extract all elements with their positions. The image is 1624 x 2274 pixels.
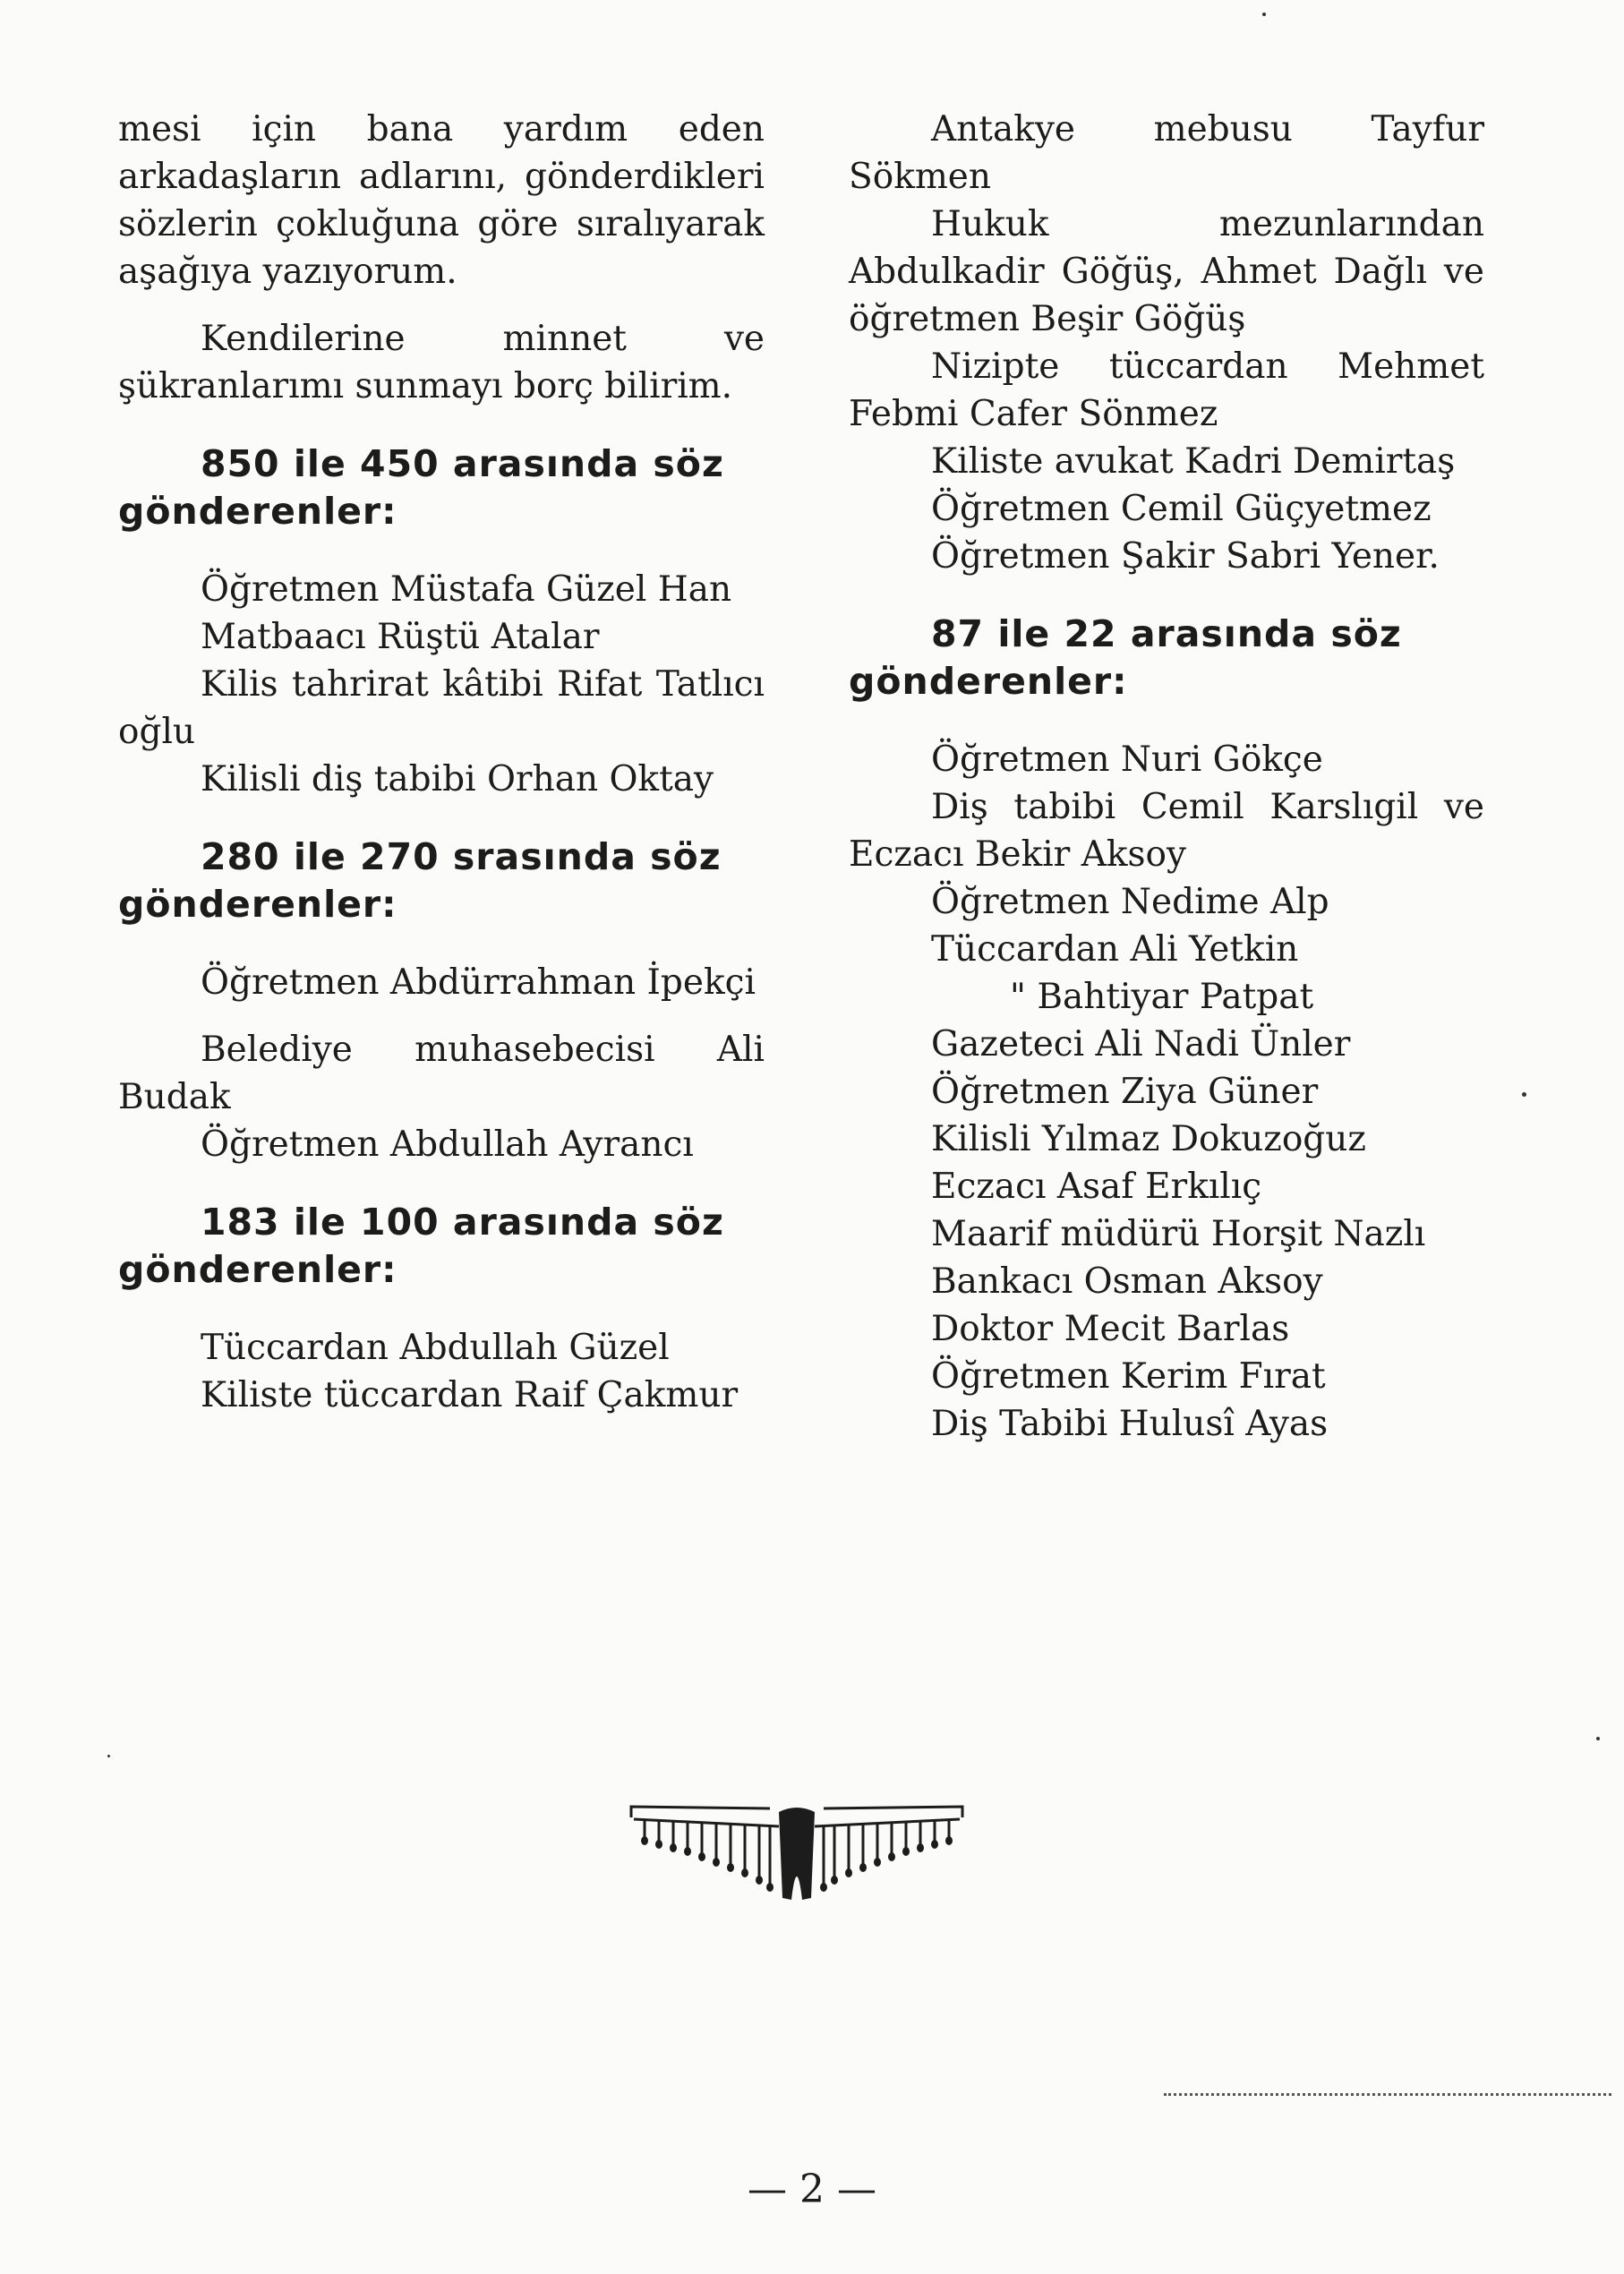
- list-item: Öğretmen Nedime Alp: [931, 882, 1329, 922]
- list-item: Matbaacı Rüştü Atalar: [201, 617, 600, 657]
- list-item: Tüccardan Abdullah Güzel: [201, 1328, 670, 1368]
- tassel-fringe-ornament-icon: [627, 1800, 967, 1907]
- list-item: Öğretmen Kerim Fırat: [931, 1356, 1326, 1397]
- list-item: Eczacı Asaf Erkılıç: [931, 1167, 1262, 1207]
- list-item: Kiliste tüccardan Raif Çakmur: [201, 1375, 739, 1415]
- list-item: Belediye muhasebecisi Ali Budak: [118, 1030, 765, 1117]
- section-heading: 183 ile 100 arasında söz gönderenler:: [118, 1201, 724, 1291]
- print-speck: [1262, 13, 1266, 16]
- left-column: [118, 106, 765, 1419]
- list-item: Kilisli diş tabibi Orhan Oktay: [201, 759, 714, 799]
- list-item: Öğretmen Abdürrahman İpekçi: [201, 962, 756, 1003]
- list-item: Öğretmen Ziya Güner: [931, 1072, 1319, 1112]
- list-item: Öğretmen Nuri Gökçe: [931, 739, 1323, 780]
- list-item: Doktor Mecit Barlas: [931, 1309, 1290, 1349]
- section-heading: 850 ile 450 arasında söz gönderenler:: [118, 442, 724, 533]
- list-item: Gazeteci Ali Nadi Ünler: [931, 1024, 1351, 1064]
- page-number: — 2 —: [748, 2167, 876, 2212]
- dotted-rule: [1164, 2093, 1611, 2096]
- list-item: Hukuk mezunlarından Abdulkadir Göğüş, Ahmet Dağlı ve öğretmen Beşir Göğüş: [849, 204, 1484, 339]
- list-item: Nizipte tüccardan Mehmet Febmi Cafer Sönmez: [849, 346, 1484, 434]
- gratitude-paragraph: Kendilerine minnet ve şükranlarımı sunmayı borç bilirim.: [118, 319, 765, 406]
- right-column: [849, 106, 1484, 1448]
- list-item: Kilis tahrirat kâtibi Rifat Tatlıcı oğlu: [118, 664, 765, 752]
- list-item: Antakye mebusu Tayfur Sökmen: [849, 109, 1484, 197]
- list-item: Diş Tabibi Hulusî Ayas: [931, 1404, 1329, 1444]
- list-item: Kilisli Yılmaz Dokuzoğuz: [931, 1119, 1366, 1159]
- print-speck: [1596, 1737, 1600, 1740]
- list-item: Öğretmen Abdullah Ayrancı: [201, 1124, 694, 1165]
- list-item: Öğretmen Şakir Sabri Yener.: [931, 536, 1440, 577]
- section-heading: 280 ile 270 srasında söz gönderenler:: [118, 835, 722, 926]
- list-item: Öğretmen Müstafa Güzel Han: [201, 569, 732, 610]
- list-item: Öğretmen Cemil Güçyetmez: [931, 489, 1432, 529]
- list-item: Kiliste avukat Kadri Demirtaş: [931, 441, 1456, 482]
- list-item: Diş tabibi Cemil Karslıgil ve Eczacı Bekir Aksoy: [849, 787, 1484, 875]
- list-item: " Bahtiyar Patpat: [1010, 977, 1314, 1017]
- print-speck: [1522, 1092, 1526, 1097]
- section-heading: 87 ile 22 arasında söz gönderenler:: [849, 612, 1402, 703]
- intro-paragraph: mesi için bana yardım eden arkadaşların adlarını, gönderdikleri sözlerin çokluğuna göre sıralıyarak aşağıya yazıyorum.: [118, 109, 765, 292]
- list-item: Tüccardan Ali Yetkin: [931, 929, 1299, 970]
- list-item: Bankacı Osman Aksoy: [931, 1261, 1323, 1302]
- print-speck: [107, 1755, 110, 1757]
- list-item: Maarif müdürü Horşit Nazlı: [931, 1214, 1426, 1254]
